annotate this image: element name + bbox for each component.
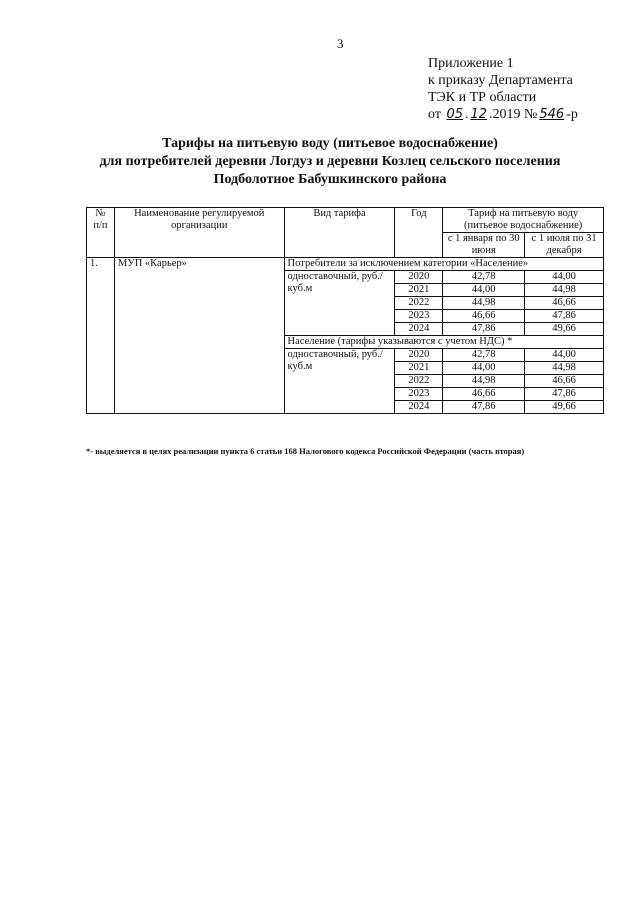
- tariff-type: одноставочный, руб./куб.м: [284, 271, 395, 336]
- date-month: 12: [470, 107, 488, 122]
- organization-name: МУП «Карьер»: [114, 258, 284, 414]
- year-cell: 2021: [395, 284, 443, 297]
- title-line-3: Подболотное Бабушкинского района: [213, 172, 447, 187]
- appendix-date-line: от 05 . 12 .2019 № 546 -р: [428, 107, 578, 122]
- header-year: Год: [395, 208, 443, 258]
- appendix-line-3: ТЭК и ТР области: [428, 90, 537, 105]
- appendix-header: [428, 55, 578, 123]
- year-cell: 2022: [395, 297, 443, 310]
- year-cell: 2020: [395, 349, 443, 362]
- section-title: Население (тарифы указываются с учетом НДС) *: [284, 336, 603, 349]
- date-prefix: от: [428, 107, 441, 122]
- value-cell: 47,86: [525, 388, 604, 401]
- value-cell: 44,98: [525, 284, 604, 297]
- value-cell: 42,78: [443, 271, 525, 284]
- header-first-half: с 1 января по 30 июня: [443, 233, 525, 258]
- year-cell: 2020: [395, 271, 443, 284]
- year-cell: 2023: [395, 310, 443, 323]
- value-cell: 49,66: [525, 401, 604, 414]
- value-cell: 49,66: [525, 323, 604, 336]
- footnote: *- выделяется в целях реализации пункта 6 статьи 168 Налогового кодекса Российской Федерации (часть вторая): [86, 446, 525, 456]
- order-suffix: -р: [566, 107, 578, 122]
- order-number: 546: [539, 107, 565, 122]
- section-title: Потребители за исключением категории «Население»: [284, 258, 603, 271]
- value-cell: 44,98: [443, 375, 525, 388]
- appendix-line-2: к приказу Департамента: [428, 73, 573, 88]
- value-cell: 47,86: [443, 323, 525, 336]
- page-number: 3: [337, 36, 344, 51]
- value-cell: 44,00: [443, 362, 525, 375]
- value-cell: 44,98: [525, 362, 604, 375]
- appendix-line-1: Приложение 1: [428, 56, 514, 71]
- header-type: Вид тарифа: [284, 208, 395, 258]
- title-line-1: Тарифы на питьевую воду (питьевое водоснабжение): [162, 136, 498, 151]
- value-cell: 46,66: [443, 388, 525, 401]
- year-cell: 2023: [395, 388, 443, 401]
- header-org: Наименование регулируемой организации: [114, 208, 284, 258]
- value-cell: 42,78: [443, 349, 525, 362]
- value-cell: 47,86: [443, 401, 525, 414]
- value-cell: 46,66: [525, 297, 604, 310]
- header-num: № п/п: [87, 208, 115, 258]
- title-line-2: для потребителей деревни Логдуз и деревни Козлец сельского поселения: [99, 154, 561, 169]
- value-cell: 44,00: [525, 349, 604, 362]
- header-second-half: с 1 июля по 31 декабря: [525, 233, 604, 258]
- year-cell: 2024: [395, 401, 443, 414]
- year-cell: 2021: [395, 362, 443, 375]
- date-day: 05: [446, 107, 463, 122]
- year-cell: 2024: [395, 323, 443, 336]
- value-cell: 44,98: [443, 297, 525, 310]
- value-cell: 47,86: [525, 310, 604, 323]
- row-number: 1.: [87, 258, 115, 414]
- value-cell: 44,00: [525, 271, 604, 284]
- tariff-table: [86, 207, 604, 414]
- value-cell: 46,66: [525, 375, 604, 388]
- tariff-type: одноставочный, руб./куб.м: [284, 349, 395, 414]
- document-title: [60, 135, 600, 189]
- value-cell: 46,66: [443, 310, 525, 323]
- value-cell: 44,00: [443, 284, 525, 297]
- year-cell: 2022: [395, 375, 443, 388]
- header-tariff: Тариф на питьевую воду (питьевое водоснабжение): [443, 208, 604, 233]
- date-year: .2019 №: [489, 107, 538, 122]
